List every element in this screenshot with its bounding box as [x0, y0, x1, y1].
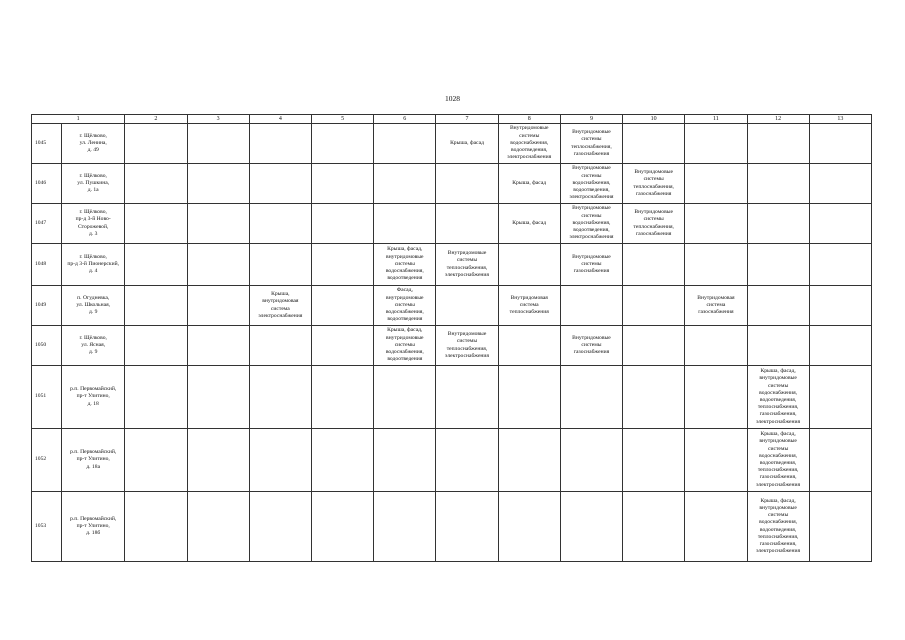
address-text: р.п. Первомайский, пр-т Улитино, д. 18 — [70, 386, 117, 407]
table-cell — [498, 286, 560, 326]
table-cell — [436, 492, 498, 562]
column-header: 2 — [125, 115, 187, 124]
cell-text: Крыша, фасад, внутридомовые системы водоснабжения, водоотведения — [385, 246, 424, 282]
table-cell — [685, 326, 747, 366]
row-number: 1049 — [32, 286, 62, 326]
table-cell — [187, 366, 249, 429]
table-row — [32, 366, 872, 429]
column-header: 4 — [249, 115, 311, 124]
table-cell — [311, 326, 373, 366]
table-cell — [125, 366, 187, 429]
table-cell — [249, 286, 311, 326]
table-cell — [498, 429, 560, 492]
table-cell — [809, 286, 871, 326]
column-header: 3 — [187, 115, 249, 124]
table-cell — [311, 204, 373, 244]
cell-text: Внутридомовая система газоснабжения — [697, 294, 735, 316]
table-cell — [560, 244, 622, 286]
address-cell — [62, 204, 125, 244]
table-cell — [685, 492, 747, 562]
table-cell — [311, 366, 373, 429]
cell-text: Внутридомовые системы теплоснабжения, электроснабжения — [445, 250, 489, 278]
cell-text: Крыша, фасад — [512, 179, 547, 186]
table-cell — [249, 492, 311, 562]
table-cell — [374, 286, 436, 326]
table-cell — [747, 286, 809, 326]
table-cell — [498, 244, 560, 286]
cell-text: Внутридомовые системы теплоснабжения, электроснабжения — [445, 331, 489, 359]
address-cell — [62, 366, 125, 429]
table-cell — [747, 124, 809, 164]
address-cell — [62, 244, 125, 286]
table-cell — [809, 204, 871, 244]
address-cell — [62, 429, 125, 492]
cell-text: Крыша, фасад, внутридомовые системы водоснабжения, водоотведения, теплоснабжения, газоснабжения, электроснабжения — [756, 497, 801, 555]
table-cell — [685, 204, 747, 244]
cell-text: Внутридомовые системы газоснабжения — [572, 334, 611, 356]
table-cell — [623, 326, 685, 366]
column-header: 6 — [374, 115, 436, 124]
table-cell — [125, 124, 187, 164]
address-cell — [62, 164, 125, 204]
table-cell — [623, 204, 685, 244]
column-header: 8 — [498, 115, 560, 124]
table-cell — [809, 429, 871, 492]
table-cell — [560, 124, 622, 164]
table-cell — [560, 366, 622, 429]
table-cell — [374, 429, 436, 492]
table-cell — [374, 204, 436, 244]
table-cell — [623, 286, 685, 326]
table-cell — [560, 326, 622, 366]
row-number: 1050 — [32, 326, 62, 366]
table-cell — [374, 164, 436, 204]
table-cell — [809, 326, 871, 366]
table-cell — [311, 124, 373, 164]
cell-text: Внутридомовые системы теплоснабжения, газоснабжения — [633, 209, 674, 237]
column-header: 1 — [32, 115, 125, 124]
table-row — [32, 492, 872, 562]
table-cell — [747, 366, 809, 429]
address-cell — [62, 492, 125, 562]
table-cell — [374, 124, 436, 164]
table-cell — [809, 244, 871, 286]
table-cell — [187, 286, 249, 326]
table-cell — [685, 124, 747, 164]
row-number: 1047 — [32, 204, 62, 244]
table-cell — [187, 244, 249, 286]
table-cell — [311, 164, 373, 204]
table-cell — [685, 366, 747, 429]
table-cell — [809, 164, 871, 204]
table-cell — [623, 164, 685, 204]
table-cell — [685, 244, 747, 286]
table-cell — [187, 326, 249, 366]
table-cell — [498, 204, 560, 244]
table-cell — [623, 124, 685, 164]
table-row — [32, 326, 872, 366]
address-text: г. Щёлково, ул. Пушкина, д. 1а — [77, 172, 110, 194]
table-cell — [560, 286, 622, 326]
cell-text: Крыша, фасад — [450, 139, 484, 146]
cell-text: Внутридомовые системы теплоснабжения, газоснабжения — [633, 169, 674, 197]
table-cell — [436, 204, 498, 244]
address-text: р.п. Первомайский, пр-т Улитино, д. 18а — [70, 449, 117, 470]
table-cell — [685, 164, 747, 204]
column-header: 11 — [685, 115, 747, 124]
table-cell — [747, 492, 809, 562]
table-cell — [623, 366, 685, 429]
address-text: г. Щёлково, ул. Ясная, д. 9 — [79, 334, 107, 356]
table-cell — [498, 124, 560, 164]
table-cell — [187, 429, 249, 492]
table-cell — [498, 366, 560, 429]
table-cell — [125, 204, 187, 244]
table-cell — [809, 492, 871, 562]
address-text: п. Огудневка, ул. Школьная, д. 9 — [76, 294, 111, 316]
table-cell — [436, 366, 498, 429]
repair-schedule-table — [31, 114, 872, 562]
table-cell — [623, 429, 685, 492]
table-cell — [436, 164, 498, 204]
address-cell — [62, 124, 125, 164]
table-cell — [436, 124, 498, 164]
table-row — [32, 429, 872, 492]
column-header: 10 — [623, 115, 685, 124]
table-cell — [436, 429, 498, 492]
table-cell — [623, 492, 685, 562]
table-cell — [125, 286, 187, 326]
cell-text: Крыша, фасад, внутридомовые системы водоснабжения, водоотведения — [385, 327, 424, 363]
cell-text: Внутридомовые системы теплоснабжения, газоснабжения — [571, 129, 612, 157]
cell-text: Крыша, внутридомовая система электроснабжения — [258, 291, 303, 319]
table-row — [32, 204, 872, 244]
cell-text: Фасад, внутридомовые системы водоснабжения, водоотведения — [385, 287, 424, 323]
table-cell — [311, 286, 373, 326]
column-header: 13 — [809, 115, 871, 124]
table-cell — [436, 244, 498, 286]
table-cell — [498, 326, 560, 366]
table-cell — [498, 164, 560, 204]
column-header: 5 — [311, 115, 373, 124]
table-cell — [747, 204, 809, 244]
table-cell — [187, 164, 249, 204]
table-cell — [685, 429, 747, 492]
address-cell — [62, 286, 125, 326]
address-text: г. Щёлково, ул. Ленина, д. 49 — [79, 132, 107, 154]
header-row — [32, 115, 872, 124]
table-cell — [249, 326, 311, 366]
cell-text: Крыша, фасад — [512, 219, 547, 226]
table-cell — [249, 164, 311, 204]
table-cell — [374, 326, 436, 366]
cell-text: Внутридомовые системы газоснабжения — [572, 253, 611, 275]
cell-text: Внутридомовые системы водоснабжения, водоотведения, электроснабжения — [569, 165, 614, 201]
table-cell — [311, 492, 373, 562]
table-cell — [125, 164, 187, 204]
column-header: 12 — [747, 115, 809, 124]
cell-text: Крыша, фасад, внутридомовые системы водоснабжения, водоотведения, теплоснабжения, газоснабжения, электроснабжения — [756, 431, 801, 488]
table-cell — [560, 492, 622, 562]
address-text: г. Щёлково, пр-д 3-й Ново-Сторожевой, д. 3 — [75, 209, 111, 237]
table-cell — [747, 244, 809, 286]
cell-text: Крыша, фасад, внутридомовые системы водоснабжения, водоотведения, теплоснабжения, газоснабжения, электроснабжения — [756, 368, 801, 425]
table-cell — [125, 492, 187, 562]
column-header: 7 — [436, 115, 498, 124]
table-cell — [374, 492, 436, 562]
cell-text: Внутридомовые системы водоснабжения, водоотведения, электроснабжения — [569, 205, 614, 241]
table-cell — [747, 429, 809, 492]
column-header: 9 — [560, 115, 622, 124]
table-cell — [187, 492, 249, 562]
table-cell — [560, 204, 622, 244]
table-cell — [374, 244, 436, 286]
table-cell — [623, 244, 685, 286]
table-cell — [809, 124, 871, 164]
table-cell — [747, 164, 809, 204]
table-body — [32, 124, 872, 562]
row-number: 1052 — [32, 429, 62, 492]
table-cell — [498, 492, 560, 562]
table-cell — [436, 326, 498, 366]
table-cell — [311, 244, 373, 286]
table-cell — [187, 124, 249, 164]
table-cell — [809, 366, 871, 429]
table-cell — [560, 164, 622, 204]
table-cell — [747, 326, 809, 366]
table-cell — [125, 244, 187, 286]
table-cell — [436, 286, 498, 326]
table-cell — [249, 366, 311, 429]
row-number: 1048 — [32, 244, 62, 286]
cell-text: Внутридомовые системы водоснабжения, водоотведения, электроснабжения — [507, 125, 552, 161]
table-row — [32, 244, 872, 286]
table-row — [32, 164, 872, 204]
table-cell — [249, 244, 311, 286]
row-number: 1053 — [32, 492, 62, 562]
table-cell — [311, 429, 373, 492]
table-cell — [249, 204, 311, 244]
address-text: р.п. Первомайский, пр-т Улитино, д. 18б — [70, 515, 117, 537]
address-cell — [62, 326, 125, 366]
table-cell — [125, 326, 187, 366]
table-cell — [374, 366, 436, 429]
row-number: 1046 — [32, 164, 62, 204]
address-text: г. Щёлково, пр-д 3-й Пионерский, д. 4 — [67, 253, 120, 275]
table-cell — [187, 204, 249, 244]
cell-text: Внутридомовая система теплоснабжения — [509, 294, 549, 316]
row-number: 1051 — [32, 366, 62, 429]
table-cell — [560, 429, 622, 492]
table-cell — [685, 286, 747, 326]
table-cell — [125, 429, 187, 492]
table-row — [32, 286, 872, 326]
table-row — [32, 124, 872, 164]
table-cell — [249, 429, 311, 492]
table-cell — [249, 124, 311, 164]
row-number: 1045 — [32, 124, 62, 164]
page-number: 1028 — [445, 94, 460, 103]
